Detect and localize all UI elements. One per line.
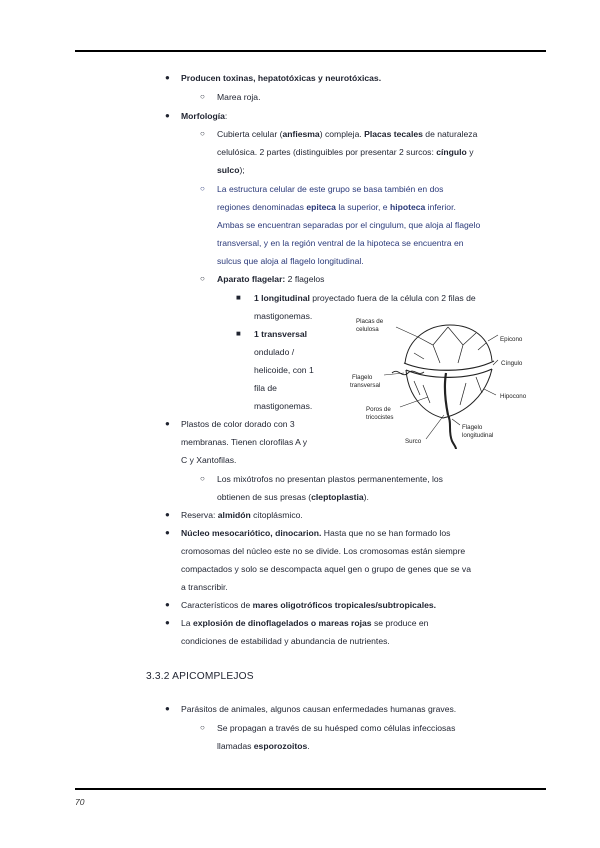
list-item-continuation: mastigonemas.: [254, 401, 313, 411]
list-item-continuation: fila de: [254, 383, 277, 393]
list-item-continuation: obtienen de sus presas (cleptoplastia).: [217, 492, 369, 502]
bullet-circle: ○: [200, 723, 205, 732]
label-placas-l1: Placas de: [356, 318, 384, 325]
list-item: Los mixótrofos no presentan plastos permanentemente, los: [217, 474, 443, 484]
epicono-outline: [405, 325, 492, 363]
bullet-circle: ○: [200, 474, 205, 483]
list-item-continuation: a transcribir.: [181, 582, 228, 592]
bullet-dot: ●: [165, 600, 170, 609]
list-item: Producen toxinas, hepatotóxicas y neurotóxicas.: [181, 73, 382, 83]
bullet-square: ■: [236, 329, 241, 338]
sulcus: [445, 373, 448, 415]
label-epicono: Epicono: [500, 336, 523, 343]
label-flagelo-longitudinal-l1: Flagelo: [462, 424, 483, 431]
bullet-dot: ●: [165, 111, 170, 120]
list-item-continuation: helicoide, con 1: [254, 365, 314, 375]
bullet-dot: ●: [165, 528, 170, 537]
list-item: La explosión de dinoflagelados o mareas rojas se produce en: [181, 618, 429, 628]
leader-lines: [384, 327, 498, 439]
list-item: Plastos de color dorado con 3: [181, 419, 295, 429]
hipocono-outline: [406, 369, 492, 418]
list-item-continuation: membranas. Tienen clorofilas A y: [181, 437, 308, 447]
label-poros-l2: tricocistes: [366, 414, 394, 421]
list-item-continuation: C y Xantofilas.: [181, 455, 237, 465]
list-item-continuation: Ambas se encuentran separadas por el cingulum, que aloja al flagelo: [217, 220, 481, 230]
list-item-continuation: llamadas esporozoitos.: [217, 741, 310, 751]
list-item: La estructura celular de este grupo se basa también en dos: [217, 184, 444, 194]
list-item-continuation: regiones denominadas epiteca la superior, e hipoteca inferior.: [217, 202, 456, 212]
list-item: Marea roja.: [217, 92, 261, 102]
list-item: Parásitos de animales, algunos causan enfermedades humanas graves.: [181, 704, 457, 714]
label-placas-l2: celulosa: [356, 326, 379, 333]
list-item: Característicos de mares oligotróficos tropicales/subtropicales.: [181, 600, 437, 610]
list-item-continuation: cromosomas del núcleo este no se divide. Los cromosomas están siempre: [181, 546, 466, 556]
label-surco: Surco: [405, 438, 422, 445]
bullet-circle: ○: [200, 129, 205, 138]
bullet-circle: ○: [200, 92, 205, 101]
page-number: 70: [75, 797, 85, 807]
list-item: Cubierta celular (anfiesma) compleja. Placas tecales de naturaleza: [217, 129, 478, 139]
bullet-dot: ●: [165, 73, 170, 82]
longitudinal-flagellum: [448, 415, 456, 449]
list-item-continuation: compactados y solo se descompacta aquel gen o grupo de genes que se va: [181, 564, 471, 574]
list-item-continuation: ondulado /: [254, 347, 295, 357]
bullet-circle: ○: [200, 184, 205, 193]
list-item: Núcleo mesocariótico, dinocarion. Hasta que no se han formado los: [181, 528, 451, 538]
bullet-dot: ●: [165, 510, 170, 519]
label-flagelo-longitudinal-l2: longitudinal: [462, 432, 494, 439]
dinoflagellate-diagram: [348, 315, 542, 450]
label-flagelo-transversal-l1: Flagelo: [352, 374, 373, 381]
list-item-continuation: celulósica. 2 partes (distinguibles por presentar 2 surcos: cíngulo y: [217, 147, 474, 157]
epicono-plates: [414, 327, 486, 363]
list-item: Se propagan a través de su huésped como células infecciosas: [217, 723, 456, 733]
list-item-continuation: condiciones de estabilidad y abundancia de nutrientes.: [181, 636, 390, 646]
bullet-circle: ○: [200, 274, 205, 283]
bullet-square: ■: [236, 293, 241, 302]
label-flagelo-transversal-l2: transversal: [350, 382, 381, 389]
list-item-continuation: sulco);: [217, 165, 245, 175]
bullet-dot: ●: [165, 704, 170, 713]
list-item-continuation: sulcus que aloja al flagelo longitudinal.: [217, 256, 364, 266]
label-hipocono: Hipocono: [500, 393, 527, 400]
label-cingulo: Cíngulo: [501, 360, 523, 367]
list-item-continuation: transversal, y en la región ventral de la hipoteca se encuentra en: [217, 238, 464, 248]
list-item-continuation: mastigonemas.: [254, 311, 313, 321]
list-item: 1 longitudinal proyectado fuera de la célula con 2 filas de: [254, 293, 476, 303]
list-item: Reserva: almidón citoplásmico.: [181, 510, 303, 520]
label-poros-l1: Poros de: [366, 406, 391, 413]
cingulum-band: [404, 361, 494, 377]
list-item: 1 transversal: [254, 329, 308, 339]
bottom-rule: [75, 788, 546, 790]
hipocono-plates: [414, 377, 482, 405]
list-item: Aparato flagelar: 2 flagelos: [217, 274, 325, 284]
bullet-dot: ●: [165, 419, 170, 428]
section-heading: 3.3.2 APICOMPLEJOS: [146, 671, 254, 682]
bullet-dot: ●: [165, 618, 170, 627]
list-item: Morfología:: [181, 111, 228, 121]
